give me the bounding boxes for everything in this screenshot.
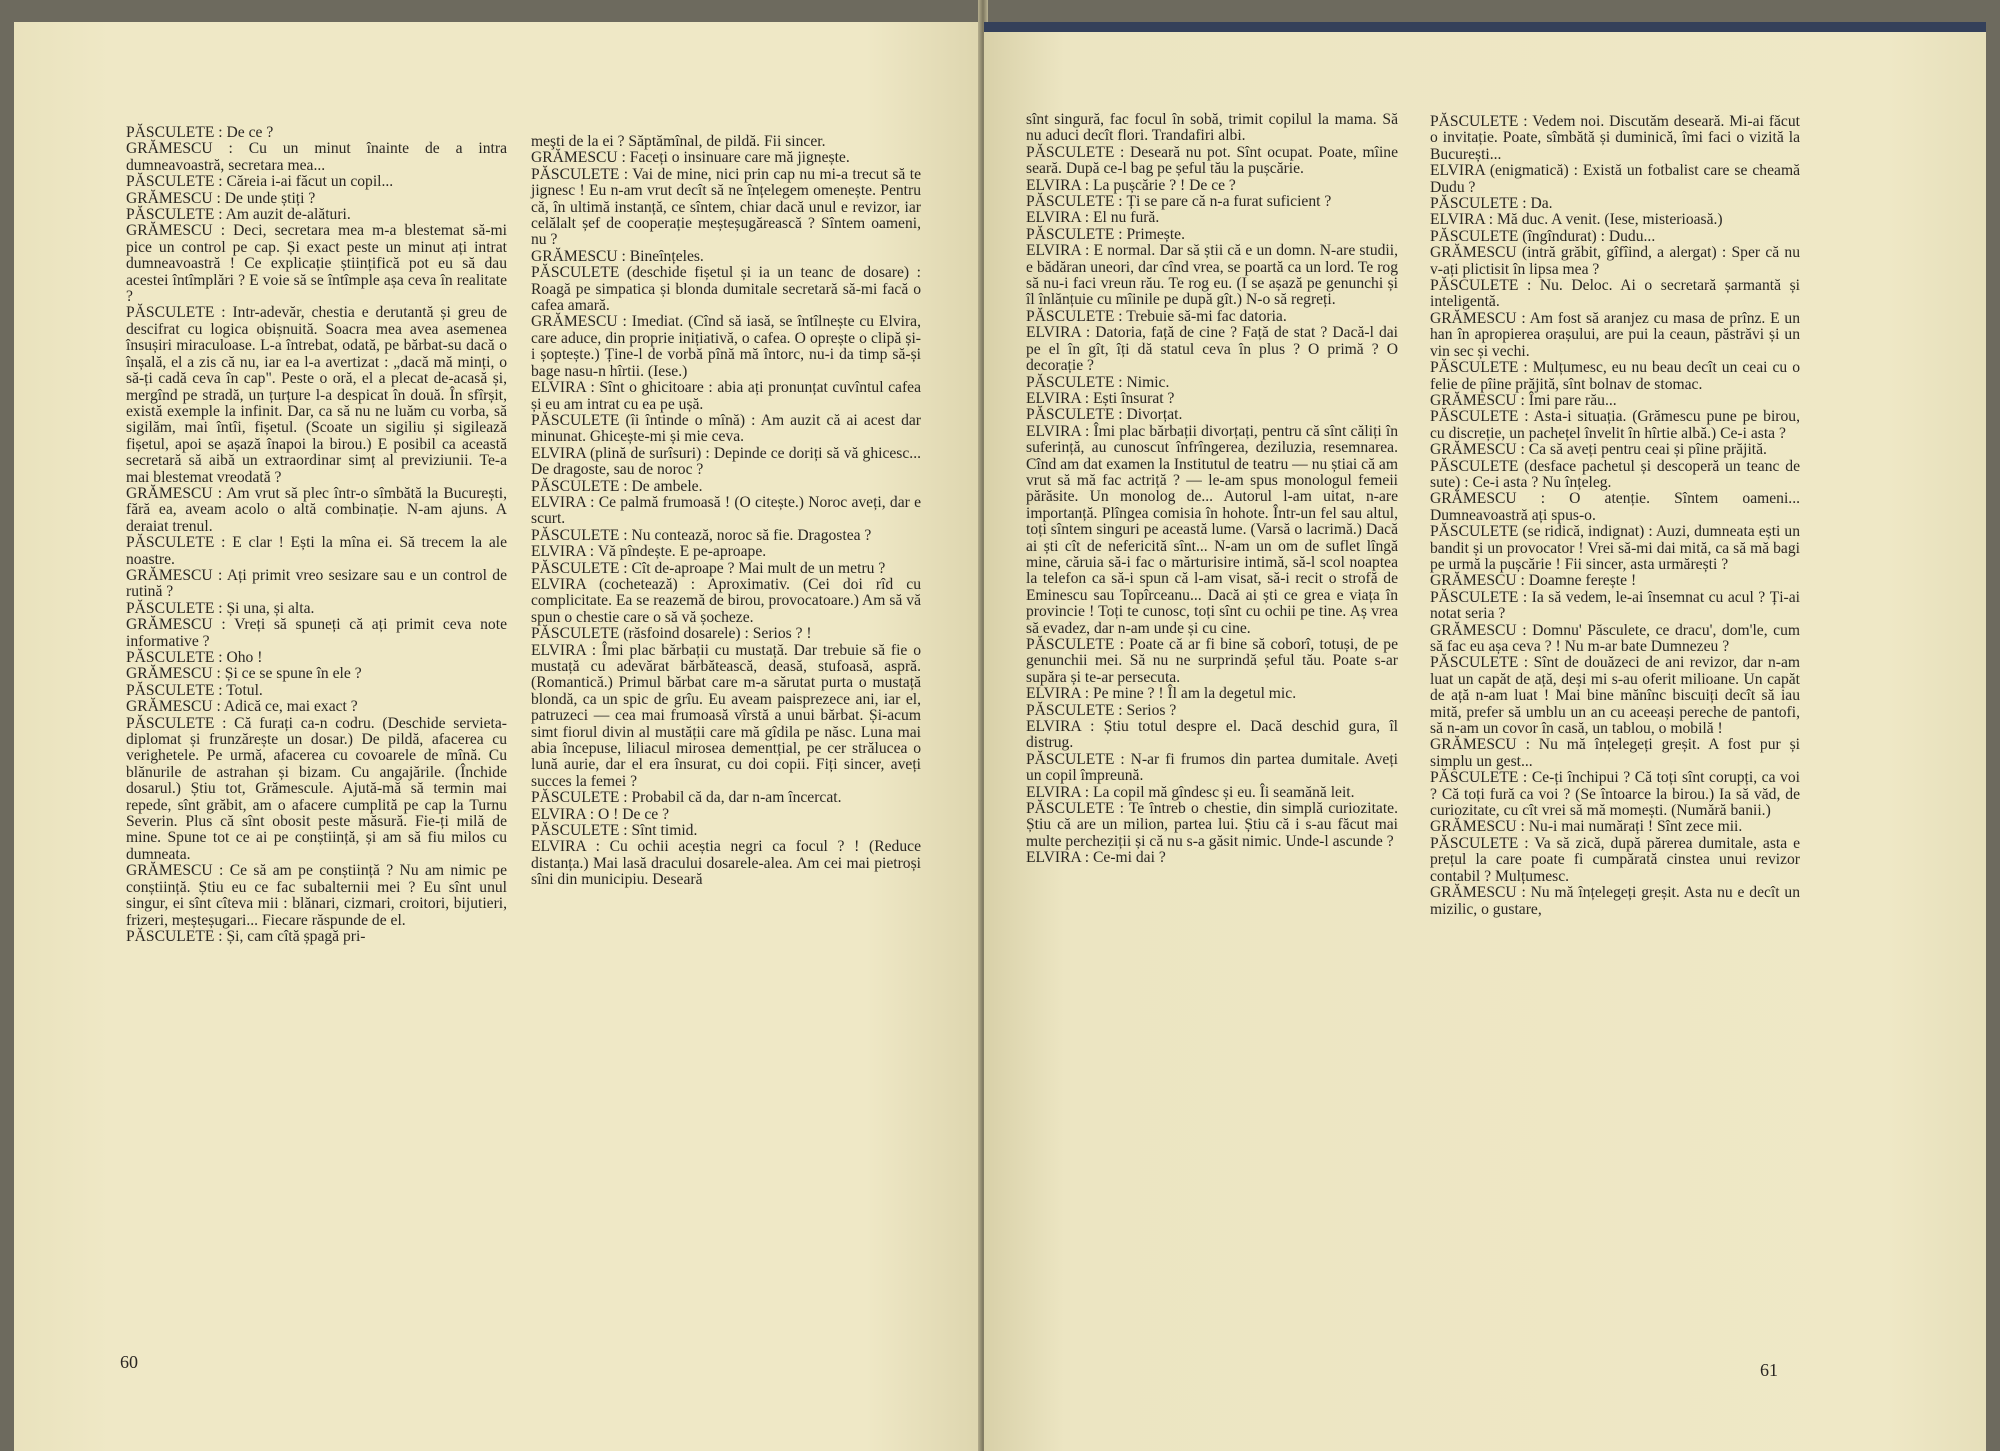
dialogue-line: ELVIRA (enigmatică) : Există un fotbalist care se cheamă Dudu ? <box>1430 162 1800 196</box>
left-column-1 <box>126 125 507 945</box>
dialogue-line: PĂSCULETE : Sînt de douăzeci de ani revizor, dar n-am luat un capăt de ață, deși mi s-au oferit milioane. Un capăt de ață n-am luat ! Mai bine mănînc biscuiți decît să iau mită, prefer să umblu un an cu aceeași pereche de pantofi, să n-am un covor în casă, un tablou, o mobilă ! <box>1430 654 1800 738</box>
dialogue-line: ELVIRA : Îmi plac bărbații cu mustață. Dar trebuie să fie o mustață cu adevărat bărbătească, deasă, stufoasă, aspră. (Romantică.) Primul bărbat care m-a sărutat purta o mustață blondă, ca un spic de grîu. Eu aveam paisprezece ani, iar el, patruzeci — cea mai frumoasă vîrstă a unui bărbat. Și-acum simt fiorul divin al mustății care mă gîdila pe născ. Luna mai abia începuse, liliacul mirosea dementțial, pe cer strălucea o lună aurie, dar el era însurat, cu doi copii. Fiți sincer, aveți succes la femei ? <box>531 641 921 790</box>
dialogue-line: ELVIRA : El nu fură. <box>1026 209 1160 227</box>
dialogue-line: sînt singură, fac focul în sobă, trimit copilul la mama. Să nu aduci decît flori. Trandafiri albi. <box>1026 111 1398 145</box>
dialogue-line: PĂSCULETE : Ce-ți închipui ? Că toți sînt corupți, ca voi ? Că toți fură ca voi ? (Se întoarce la birou.) Ia să văd, de curiozitate, cu cît vrei să mă momești. (Numără banii.) <box>1430 769 1800 820</box>
dialogue-line: PĂSCULETE (răsfoind dosarele) : Serios ? ! <box>531 625 812 643</box>
dialogue-line: GRĂMESCU : Adică ce, mai exact ? <box>126 698 358 716</box>
dialogue-line: ELVIRA : Ești însurat ? <box>1026 389 1175 407</box>
dialogue-line: ELVIRA : Datoria, față de cine ? Față de stat ? Dacă-l dai pe el în gît, îți dă statul ceva în plus ? O primă ? O decorație ? <box>1026 324 1398 375</box>
dialogue-line: GRĂMESCU : Și ce se spune în ele ? <box>126 665 362 683</box>
dialogue-line: PĂSCULETE : Nu contează, noroc să fie. Dragostea ? <box>531 526 872 544</box>
dialogue-line: PĂSCULETE : Primește. <box>1026 225 1185 243</box>
dialogue-line: GRĂMESCU : Deci, secretara mea m-a blestemat să-mi pice un control pe cap. Și exact peste un minut ați intrat dumneavoastră ! Ce explicație științifică pot eu să dau acestei întîmplări ? E voie să se întîmple așa ceva în realitate ? <box>126 222 507 306</box>
dialogue-line: PĂSCULETE : Asta-i situația. (Grămescu pune pe birou, cu discreție, un pachețel învelit în hîrtie albă.) Ce-i asta ? <box>1430 408 1800 442</box>
dialogue-line: GRĂMESCU : Am vrut să plec într-o sîmbătă la București, fără ea, aveam acolo o altă combinație. N-am ajuns. A deraiat trenul. <box>126 484 507 535</box>
dialogue-line: ELVIRA : O ! De ce ? <box>531 805 669 823</box>
dialogue-line: PĂSCULETE : Cît de-aproape ? Mai mult de un metru ? <box>531 559 886 577</box>
dialogue-line: ELVIRA (cochetează) : Aproximativ. (Cei doi rîd cu complicitate. Ea se reazemă de birou, provocatoare.) Am să vă spun o chestie care o să vă șocheze. <box>531 575 921 626</box>
left-column-2 <box>531 134 921 889</box>
dialogue-line: GRĂMESCU (intră grăbit, gîfîind, a alergat) : Sper că nu v-ați plictisit în lipsa mea ? <box>1430 244 1800 278</box>
dialogue-line: PĂSCULETE : De ce ? <box>126 124 274 141</box>
dialogue-line: PĂSCULETE : Va să zică, după părerea dumitale, asta e prețul la care poate fi cumpărată cinstea unui revizor contabil ? Mulțumesc. <box>1430 834 1800 885</box>
dialogue-line: GRĂMESCU : Cu un minut înainte de a intra dumneavoastră, secretara mea... <box>126 140 507 174</box>
dialogue-line: PĂSCULETE : Am auzit de-alături. <box>126 206 351 224</box>
cover-edge <box>984 22 1986 32</box>
dialogue-line: PĂSCULETE : Vai de mine, nici prin cap nu mi-a trecut să te jignesc ! Eu n-am vrut decît să ne înțelegem omenește. Pentru că, în ultimă instanță, ce sîntem, chiar dacă unul e revizor, iar celălalt șef de cooperație meșteșugărească ? Sîntem oameni, nu ? <box>531 165 921 249</box>
dialogue-line: PĂSCULETE : Că furați ca-n codru. (Deschide servieta-diplomat și frunzărește un dosar.) De pildă, afacerea cu verighetele. Pe urmă, afacerea cu covoarele de mînă. Cu blănurile de astrahan și bizam. Cu angajările. (Închide dosarul.) Știu tot, Grămescule. Ajută-mă să termin mai repede, sînt grăbit, am o afacere cumplită pe cap la Turnu Severin. Plus că sînt obosit peste măsură. Fie-ți milă de mine. Spune tot ce ai pe conștiință, și am să fiu milos cu dumneata. <box>126 714 507 863</box>
dialogue-line: GRĂMESCU : De unde știți ? <box>126 189 316 207</box>
dialogue-line: ELVIRA : Sînt o ghicitoare : abia ați pronunțat cuvîntul cafea și eu am intrat cu ea pe ușă. <box>531 379 921 413</box>
dialogue-line: GRĂMESCU : Bineînțeles. <box>531 247 704 265</box>
dialogue-line: PĂSCULETE : Probabil că da, dar n-am încercat. <box>531 789 842 807</box>
dialogue-line: ELVIRA : E normal. Dar să știi că e un domn. N-are studii, e bădăran uneori, dar cînd vrea, se poartă ca un lord. Te rog să nu-i faci vreun rău. Te rog eu. (I se așază pe genunchi și îl înlănțuie cu mîinile pe după gît.) N-o să regreți. <box>1026 242 1398 309</box>
dialogue-line: PĂSCULETE : Totul. <box>126 681 263 699</box>
dialogue-line: ELVIRA : La pușcărie ? ! De ce ? <box>1026 176 1236 194</box>
dialogue-line: PĂSCULETE : Sînt timid. <box>531 822 698 840</box>
dialogue-line: GRĂMESCU : Vreți să spuneți că ați primit ceva note informative ? <box>126 616 507 650</box>
dialogue-line: PĂSCULETE : Deseară nu pot. Sînt ocupat. Poate, mîine seară. După ce-l bag pe șeful tău la pușcărie. <box>1026 143 1398 178</box>
dialogue-line: PĂSCULETE : Poate că ar fi bine să coborî, totuși, de pe genunchii mei. Să nu ne surprindă șeful tău. Poate s-ar supăra și te-ar persecuta. <box>1026 636 1398 686</box>
dialogue-line: meşti de la ei ? Săptămînal, de pildă. Fii sincer. <box>531 133 826 150</box>
page-number-right: 61 <box>1760 1360 1778 1380</box>
dialogue-line: PĂSCULETE (deschide fișetul și ia un teanc de dosare) : Roagă pe simpatica și blonda dumitale secretară să-mi facă o cafea amară. <box>531 264 921 315</box>
dialogue-line: PĂSCULETE : Vedem noi. Discutăm deseară. Mi-ai făcut o invitație. Poate, sîmbătă și duminică, îmi faci o vizită la București... <box>1430 113 1800 163</box>
dialogue-line: PĂSCULETE : Ia să vedem, le-ai însemnat cu acul ? Ți-ai notat seria ? <box>1430 588 1800 623</box>
dialogue-line: GRĂMESCU : Domnu' Păsculete, ce dracu', dom'le, cum să fac eu așa ceva ? ! Nu m-ar bate Dumnezeu ? <box>1430 621 1800 655</box>
dialogue-line: PĂSCULETE : Ți se pare că n-a furat suficient ? <box>1026 193 1332 211</box>
dialogue-line: GRĂMESCU : Nu mă înțelegeți greșit. A fost pur și simplu un gest... <box>1430 736 1800 770</box>
dialogue-line: GRĂMESCU : Îmi pare rău... <box>1430 391 1617 409</box>
right-column-1 <box>1026 112 1398 867</box>
dialogue-line: PĂSCULETE : Căreia i-ai făcut un copil... <box>126 173 394 191</box>
page-number-left: 60 <box>120 1352 138 1372</box>
left-page <box>14 22 982 1451</box>
dialogue-line: PĂSCULETE : Nimic. <box>1026 373 1170 391</box>
dialogue-line: PĂSCULETE : Oho ! <box>126 649 263 666</box>
dialogue-line: PĂSCULETE : Nu. Deloc. Ai o secretară șarmantă și inteligentă. <box>1430 277 1800 311</box>
dialogue-line: ELVIRA : Vă pîndește. E pe-aproape. <box>531 543 767 561</box>
dialogue-line: GRĂMESCU : Doamne ferește ! <box>1430 572 1637 590</box>
dialogue-line: GRĂMESCU : Faceți o insinuare care mă jignește. <box>531 149 850 167</box>
dialogue-line: ELVIRA : Îmi plac bărbații divorțați, pentru că sînt căliți în suferință, au cunoscut înfrîngerea, deziluzia, resemnarea. Cînd am dat examen la Institutul de teatru — nu știai că am vrut să mă fac actriță ? — le-am spus monologul femeii părăsite. Un monolog de... Autorul l-am uitat, n-are importanță. Plîngea comisia în hohote. Într-un fel sau altul, toți sîntem singuri pe această lume. (Varsă o lacrimă.) Dacă ai ști cît de nefericită sînt... N-am un om de suflet lîngă mine, căruia să-i fac o mărturisire intimă, să-l scol noaptea la telefon ca să-i spun că l-am visat, să-i recit o strofă de Eminescu sau Topîrceanu... Dacă ai ști ce grea e viața în provincie ! Toți te cunosc, toți sînt cu ochii pe tine. Aș vrea să evadez, dar n-am unde și cu cine. <box>1026 422 1398 637</box>
dialogue-line: PĂSCULETE : Serios ? <box>1026 701 1177 719</box>
dialogue-line: GRĂMESCU : O atenție. Sîntem oameni... Dumneavoastră ați spus-o. <box>1430 490 1800 524</box>
dialogue-line: PĂSCULETE (îngîndurat) : Dudu... <box>1430 227 1656 245</box>
dialogue-line: GRĂMESCU : Ca să aveți pentru ceai și pîine prăjită. <box>1430 441 1767 459</box>
dialogue-line: PĂSCULETE : Și, cam cîtă șpagă pri- <box>126 927 366 945</box>
right-column-2 <box>1430 114 1800 918</box>
dialogue-line: PĂSCULETE : Trebuie să-mi fac datoria. <box>1026 307 1287 325</box>
dialogue-line: PĂSCULETE : Mulțumesc, eu nu beau decît un ceai cu o felie de pîine prăjită, sînt bolnav de stomac. <box>1430 359 1800 393</box>
dialogue-line: GRĂMESCU : Imediat. (Cînd să iasă, se întîlnește cu Elvira, care aduce, din proprie inițiativă, o cafea. O oprește o clipă și-i șoptește.) Ține-l de vorbă pînă mă întorc, nu-i da timp să-și bage nasu-n hîrtii. (Iese.) <box>531 313 921 380</box>
dialogue-line: PĂSCULETE : Divorțat. <box>1026 406 1183 424</box>
dialogue-line: PĂSCULETE (îi întinde o mînă) : Am auzit că ai acest dar minunat. Ghicește-mi și mie ceva. <box>531 411 921 446</box>
dialogue-line: PĂSCULETE : E clar ! Ești la mîna ei. Să trecem la ale noastre. <box>126 534 507 568</box>
dialogue-line: PĂSCULETE : Te întreb o chestie, din simplă curiozitate. Știu că are un milion, partea lui. Știu că i s-au făcut mai multe percheziții și că nu s-a găsit nimic. Unde-l ascunde ? <box>1026 800 1398 850</box>
dialogue-line: ELVIRA : La copil mă gîndesc și eu. Îi seamănă leit. <box>1026 783 1355 801</box>
dialogue-line: PĂSCULETE (se ridică, indignat) : Auzi, dumneata ești un bandit și un provocator ! Vrei să-mi dai mită, ca să mă bagi pe urmă la pușcărie ! Fii sincer, asta urmărești ? <box>1430 523 1800 573</box>
dialogue-line: PĂSCULETE : Intr-adevăr, chestia e derutantă și greu de descifrat cu logica obișnuită. Soacra mea avea asemenea însușiri miraculoase. L-a întrebat, odată, pe bărbat-su dacă o înșală, el a zis că nu, iar ea l-a avertizat : „dacă mă minți, o să-ți cadă ceva în cap". Peste o oră, el a plecat de-acasă și, mergînd pe stradă, un țurțure l-a despicat în două. În sfîrșit, există exemple la infinit. Dar, ca să nu ne luăm cu vorba, să sigilăm, mai întîi, fișetul. (Scoate un sigiliu și sigilează fișetul, apoi se așază înapoi la birou.) E posibil ca această secretară să aibă un extraordinar simț al previziunii. Te-a mai blestemat vreodată ? <box>126 304 507 486</box>
dialogue-line: GRĂMESCU : Ce să am pe conștiință ? Nu am nimic pe conștiință. Știu eu ce fac subalternii mei ? Eu sînt unul singur, ei sînt cîteva mii : blănari, cizmari, croitori, bijutieri, frizeri, meșteșugari... Fiecare răspunde de el. <box>126 862 507 929</box>
dialogue-line: GRĂMESCU : Ați primit vreo sesizare sau e un control de rutină ? <box>126 566 507 601</box>
dialogue-line: PĂSCULETE : Și una, și alta. <box>126 599 315 617</box>
dialogue-line: ELVIRA : Mă duc. A venit. (Iese, misterioasă.) <box>1430 211 1723 229</box>
dialogue-line: GRĂMESCU : Am fost să aranjez cu masa de prînz. E un han în apropierea orașului, are pui la ceaun, păstrăvi și un vin sec și vechi. <box>1430 309 1800 360</box>
dialogue-line: ELVIRA : Știu totul despre el. Dacă deschid gura, îl distrug. <box>1026 718 1398 752</box>
dialogue-line: ELVIRA (plină de surîsuri) : Depinde ce doriți să vă ghicesc... De dragoste, sau de noroc ? <box>531 444 921 479</box>
dialogue-line: PĂSCULETE (desface pachetul și descoperă un teanc de sute) : Ce-i asta ? Nu înțeleg. <box>1430 457 1800 491</box>
dialogue-line: ELVIRA : Pe mine ? ! Îl am la degetul mic. <box>1026 685 1297 703</box>
dialogue-line: ELVIRA : Ce-mi dai ? <box>1026 849 1166 867</box>
right-page <box>984 30 1986 1451</box>
dialogue-line: PĂSCULETE : N-ar fi frumos din partea dumitale. Aveți un copil împreună. <box>1026 750 1398 785</box>
dialogue-line: ELVIRA : Ce palmă frumoasă ! (O citește.) Noroc aveți, dar e scurt. <box>531 493 921 528</box>
dialogue-line: ELVIRA : Cu ochii aceștia negri ca focul ? ! (Reduce distanța.) Mai lasă dracului dosarele-alea. Am cei mai pietroși sîni din municipiu. Deseară <box>531 838 921 889</box>
dialogue-line: GRĂMESCU : Nu mă înțelegeți greșit. Asta nu e decît un mizilic, o gustare, <box>1430 884 1800 918</box>
dialogue-line: PĂSCULETE : Da. <box>1430 195 1553 213</box>
dialogue-line: PĂSCULETE : De ambele. <box>531 477 703 495</box>
dialogue-line: GRĂMESCU : Nu-i mai numărați ! Sînt zece mii. <box>1430 818 1743 836</box>
